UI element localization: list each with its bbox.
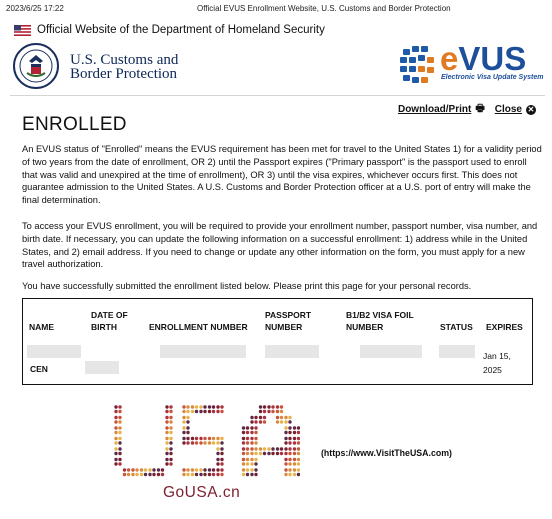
dhs-seal-icon — [13, 43, 59, 89]
cbp-wordmark — [70, 53, 178, 81]
record-name: CEN — [30, 364, 48, 374]
header-logos — [0, 40, 552, 92]
redacted-status — [439, 345, 475, 358]
evus-wordmark: eVUS — [440, 40, 527, 77]
gousa-brand: GoUSA.cn — [163, 484, 241, 501]
evus-tagline: Electronic Visa Update System — [441, 74, 544, 81]
status-explanation: An EVUS status of "Enrolled" means the EVUS requirement has been met for travel to the United States 1) for a validity period of two years from the date of enrollment, OR 2) until the Passport expires ("Primary passport" is the passport used to enroll that was valid and unexpired at the time of enrollment), OR 3) until the visa expires, whichever occurs first. This does not guarantee admission to the United States. A U.S. Customs and Border Protection officer at a U.S. port of entry will make the final determination. — [22, 144, 542, 206]
header-divider — [10, 95, 545, 96]
printer-icon[interactable]: 🖶 — [475, 103, 485, 114]
col-header-dob: DATE OF BIRTH — [91, 310, 128, 332]
visit-usa-link[interactable]: (https://www.VisitTheUSA.com) — [321, 448, 452, 458]
redacted-passport — [265, 345, 319, 358]
col-header-passport: PASSPORT NUMBER — [265, 310, 312, 332]
col-header-visa-foil: B1/B2 VISA FOIL NUMBER — [346, 310, 414, 332]
evus-globe-icon — [397, 41, 443, 91]
redacted-enrollment — [160, 345, 246, 358]
table-header-row — [29, 309, 532, 339]
print-datetime: 2023/6/25 17:22 — [6, 4, 64, 13]
print-header — [0, 4, 552, 16]
gov-banner — [14, 22, 325, 38]
close-icon[interactable]: ✕ — [527, 104, 535, 114]
redacted-visa-foil — [360, 345, 422, 358]
col-header-status: STATUS — [440, 322, 473, 332]
enrollment-record — [22, 298, 533, 385]
submission-confirmation: You have successfully submitted the enrollment listed below. Please print this page for your personal records. — [22, 281, 472, 291]
us-flag-icon — [14, 25, 31, 36]
close-link[interactable]: Close — [494, 104, 522, 115]
download-print-link[interactable]: Download/Print — [397, 104, 472, 115]
print-page-title: Official EVUS Enrollment Website, U.S. Customs and Border Protection — [197, 4, 451, 13]
col-header-enrollment: ENROLLMENT NUMBER — [149, 322, 248, 332]
enrollment-table — [29, 309, 532, 339]
page-actions — [398, 101, 536, 118]
usa-dotted-logo — [110, 402, 300, 480]
evus-logo — [397, 40, 547, 92]
gov-banner-text: Official Website of the Department of Homeland Security — [37, 24, 325, 36]
record-expires: Jan 15, 2025 — [483, 351, 511, 375]
cbp-line2: Border Protection — [70, 66, 178, 82]
col-header-expires: EXPIRES — [486, 322, 523, 332]
cbp-line1: U.S. Customs and — [70, 52, 179, 68]
redacted-name — [27, 345, 81, 358]
redacted-dob — [85, 361, 119, 374]
access-instructions: To access your EVUS enrollment, you will be required to provide your enrollment number, passport number, visa number, and birth date. If necessary, you can update the following information on a successful enrollment: 1) address while in the United States, and 2) email address. If you need to change or update any other information on the form, you must apply for a new travel authorization. — [22, 221, 538, 270]
page-title: ENROLLED — [22, 114, 127, 135]
col-header-name: NAME — [29, 322, 55, 332]
